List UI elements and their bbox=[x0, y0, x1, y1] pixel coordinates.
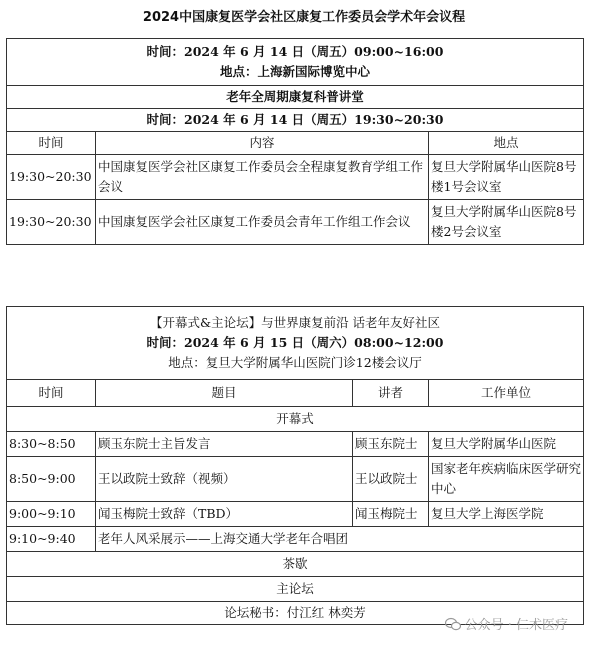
time-cell: 8:30~8:50 bbox=[7, 432, 96, 457]
main-forum-row bbox=[7, 577, 584, 602]
speaker-cell: 闻玉梅院士 bbox=[353, 502, 429, 527]
table-row bbox=[7, 200, 584, 245]
table-row bbox=[7, 155, 584, 200]
agenda-table-june-15 bbox=[6, 306, 584, 625]
time-cell: 8:50~9:00 bbox=[7, 457, 96, 502]
org-cell: 国家老年疾病临床医学研究中心 bbox=[429, 457, 584, 502]
main-forum-label: 主论坛 bbox=[7, 577, 584, 602]
header-cell bbox=[7, 39, 584, 86]
time-cell: 9:00~9:10 bbox=[7, 502, 96, 527]
time-cell: 19:30~20:30 bbox=[7, 200, 96, 245]
topic-cell: 王以政院士致辞（视频） bbox=[96, 457, 353, 502]
header-place: 地点：上海新国际博览中心 bbox=[220, 64, 371, 79]
subtime-row bbox=[7, 109, 584, 132]
topic-cell: 老年人风采展示——上海交通大学老年合唱团 bbox=[96, 527, 584, 552]
column-header: 地点 bbox=[429, 132, 584, 155]
break-row bbox=[7, 552, 584, 577]
topic-cell: 闻玉梅院士致辞（TBD） bbox=[96, 502, 353, 527]
forum-title: 【开幕式&主论坛】与世界康复前沿 话老年友好社区 bbox=[149, 315, 441, 330]
speaker-cell: 顾玉东院士 bbox=[353, 432, 429, 457]
column-header: 讲者 bbox=[353, 380, 429, 407]
opening-label: 开幕式 bbox=[7, 407, 584, 432]
subtime-cell: 时间：2024 年 6 月 14 日（周五）19:30~20:30 bbox=[7, 109, 584, 132]
header-cell bbox=[7, 307, 584, 380]
speaker-cell: 王以政院士 bbox=[353, 457, 429, 502]
content-cell: 中国康复医学会社区康复工作委员会全程康复教育学组工作会议 bbox=[96, 155, 429, 200]
header-time: 时间：2024 年 6 月 14 日（周五）09:00~16:00 bbox=[146, 44, 444, 59]
time-cell: 19:30~20:30 bbox=[7, 155, 96, 200]
column-header-row bbox=[7, 380, 584, 407]
wechat-icon bbox=[445, 617, 461, 631]
table-row bbox=[7, 527, 584, 552]
column-header: 工作单位 bbox=[429, 380, 584, 407]
header-place: 地点：复旦大学附属华山医院门诊12楼会议厅 bbox=[168, 355, 422, 370]
column-header: 内容 bbox=[96, 132, 429, 155]
topic-cell: 顾玉东院士主旨发言 bbox=[96, 432, 353, 457]
watermark bbox=[445, 614, 568, 633]
subtitle-cell: 老年全周期康复科普讲堂 bbox=[7, 86, 584, 109]
opening-row bbox=[7, 407, 584, 432]
time-cell: 9:10~9:40 bbox=[7, 527, 96, 552]
column-header: 时间 bbox=[7, 380, 96, 407]
header-row bbox=[7, 39, 584, 86]
subtitle-row bbox=[7, 86, 584, 109]
place-cell: 复旦大学附属华山医院8号楼2号会议室 bbox=[429, 200, 584, 245]
table-row bbox=[7, 457, 584, 502]
org-cell: 复旦大学上海医学院 bbox=[429, 502, 584, 527]
column-header-row bbox=[7, 132, 584, 155]
content-cell: 中国康复医学会社区康复工作委员会青年工作组工作会议 bbox=[96, 200, 429, 245]
agenda-table-june-14 bbox=[6, 38, 584, 245]
header-time: 时间：2024 年 6 月 15 日（周六）08:00~12:00 bbox=[146, 335, 444, 350]
place-cell: 复旦大学附属华山医院8号楼1号会议室 bbox=[429, 155, 584, 200]
column-header: 时间 bbox=[7, 132, 96, 155]
break-label: 茶歇 bbox=[7, 552, 584, 577]
org-cell: 复旦大学附属华山医院 bbox=[429, 432, 584, 457]
watermark-text: 公众号 · 仁术医疗 bbox=[464, 618, 568, 633]
secretary-cell: 论坛秘书：付江红 林奕芳 bbox=[7, 602, 584, 625]
table-row bbox=[7, 502, 584, 527]
header-row bbox=[7, 307, 584, 380]
table-row bbox=[7, 432, 584, 457]
document-title: 2024中国康复医学会社区康复工作委员会学术年会议程 bbox=[142, 10, 466, 25]
column-header: 题目 bbox=[96, 380, 353, 407]
